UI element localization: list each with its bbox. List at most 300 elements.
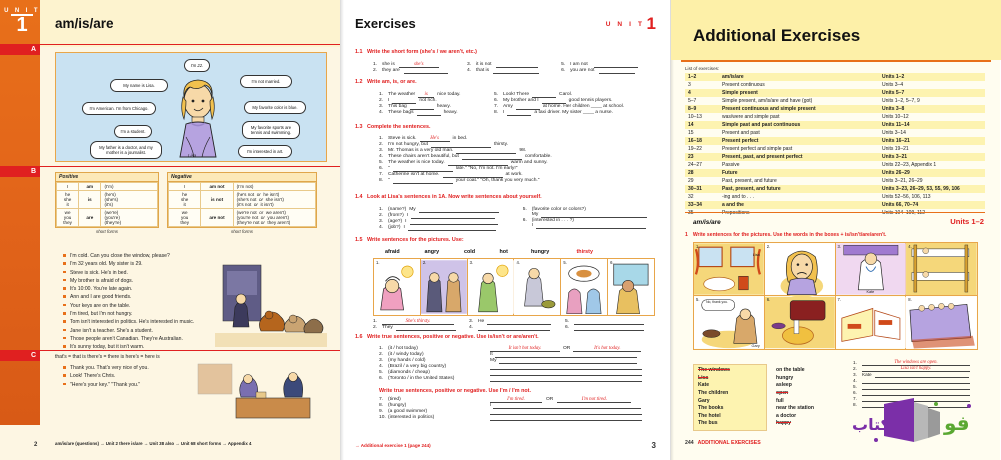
speech-bubble-6: I'm a student. bbox=[114, 125, 152, 138]
item-number: 6. bbox=[379, 166, 384, 171]
list-item: Thank you. That's very nice of you. bbox=[63, 364, 203, 372]
item-number: 3. bbox=[853, 372, 857, 377]
hotel-near-station-drawing bbox=[836, 296, 906, 349]
table-row bbox=[685, 193, 985, 201]
exercise-number: 1.1 bbox=[355, 49, 363, 55]
picture-number: 5. bbox=[563, 260, 567, 265]
list-item: Jane isn't a teacher. She's a student. bbox=[63, 327, 293, 335]
item-number: 5. bbox=[565, 319, 570, 324]
item-number: 9. bbox=[379, 409, 384, 414]
item-number: 4. bbox=[379, 154, 384, 159]
exercise-1-6-items-2 bbox=[355, 397, 657, 421]
item-number: 4. bbox=[467, 68, 472, 73]
additional-exercises-title: Additional Exercises bbox=[693, 26, 861, 45]
item-number: 1. bbox=[853, 360, 857, 365]
item-text: 98. bbox=[519, 148, 527, 153]
hotel-reception-illustration bbox=[190, 358, 327, 420]
picture-grid bbox=[693, 242, 978, 350]
word-bank bbox=[355, 249, 657, 255]
range-cell: 15 bbox=[688, 130, 694, 136]
table-row bbox=[685, 169, 985, 177]
picture-number: 6. bbox=[766, 297, 771, 302]
exercise-1-3-items bbox=[355, 136, 657, 184]
answer-field[interactable] bbox=[393, 178, 453, 184]
word-thirsty: thirsty bbox=[576, 249, 593, 255]
picture-strip-1-5 bbox=[373, 258, 655, 316]
item-start: My bbox=[409, 207, 416, 212]
item-start: It bbox=[490, 352, 493, 357]
picture-number: 4. bbox=[908, 244, 912, 249]
answer-field[interactable]: He's bbox=[420, 136, 450, 142]
speech-bubble-2: I'm 22. bbox=[184, 59, 210, 72]
item-number: 6. bbox=[522, 218, 527, 223]
unit-number: 1 bbox=[646, 14, 656, 33]
page-title: am/is/are bbox=[55, 16, 114, 31]
range-cell: 23 bbox=[685, 153, 719, 161]
word-afraid: afraid bbox=[385, 249, 400, 255]
topic-cell: Simple past and past continuous bbox=[719, 121, 879, 129]
picture-cell-6 bbox=[765, 296, 836, 349]
picture-number: 3. bbox=[469, 260, 474, 265]
item-number: 2. bbox=[379, 213, 384, 218]
picture-cell-7 bbox=[836, 296, 907, 349]
item-number: 1. bbox=[379, 136, 384, 141]
wordbox-item: The books bbox=[698, 405, 724, 412]
lisa-name-caption: Lisa bbox=[188, 153, 197, 158]
item-number: 8. bbox=[494, 110, 499, 115]
answer-field[interactable]: It isn't hot today. bbox=[490, 346, 560, 352]
item-number: 6. bbox=[561, 68, 566, 73]
item-number: 3. bbox=[379, 104, 384, 109]
exercise-1-6-subheading: Write true sentences, positive or negative. Use I'm / I'm not. bbox=[379, 388, 531, 394]
picture-cell bbox=[561, 259, 608, 315]
topic-cell: Present, past, and present perfect bbox=[719, 153, 879, 161]
item-text: heavy. bbox=[436, 104, 451, 109]
table-row bbox=[685, 89, 985, 97]
exercise-1-2 bbox=[355, 70, 657, 116]
topic-cell: Simple present bbox=[719, 89, 879, 97]
section-a-tab: A bbox=[0, 44, 40, 55]
exercise-1-4 bbox=[355, 185, 657, 231]
picture-cell-1 bbox=[694, 243, 765, 296]
wordbox-item: happy bbox=[776, 420, 792, 427]
word-angry: angry bbox=[424, 249, 440, 255]
table-row bbox=[685, 185, 985, 193]
item-text: I am not bbox=[570, 62, 588, 67]
books-on-table-drawing bbox=[765, 296, 835, 349]
units-cell: Units 26–29 bbox=[879, 169, 985, 177]
item-number: 5. bbox=[561, 62, 566, 67]
unit-marker bbox=[606, 14, 656, 34]
item-text: thirsty. bbox=[494, 142, 509, 147]
item-number: 1. bbox=[379, 92, 384, 97]
wordbox-item: The hotel bbox=[698, 412, 721, 419]
answer-field[interactable] bbox=[490, 415, 642, 421]
item-cue: (interested in politics) bbox=[388, 415, 435, 420]
item-text: These chairs aren't beautiful, but bbox=[388, 154, 459, 159]
item-number: 4. bbox=[379, 110, 384, 115]
item-number: 8. bbox=[379, 178, 384, 183]
table-row bbox=[685, 129, 985, 137]
answer-field[interactable]: She's thirsty. bbox=[382, 319, 454, 325]
range-cell: 24–27 bbox=[688, 162, 702, 168]
item-text: good tennis players. bbox=[568, 98, 613, 103]
picture-caption: Gary bbox=[751, 344, 760, 348]
item-cue: (my hands / cold) bbox=[388, 358, 426, 363]
units-cell: Units 22–23, Appendix 1 bbox=[882, 162, 937, 168]
topic-cell: Past, present, and future bbox=[722, 178, 777, 184]
list-item: Those people aren't Canadian. They're Australian. bbox=[63, 335, 293, 343]
wordbox-item: Lisa bbox=[698, 374, 709, 381]
list-item: Tom isn't interested in politics. He's interested in music. bbox=[63, 318, 293, 326]
picture-caption: Kate bbox=[866, 290, 875, 294]
topic-cell: Passive bbox=[722, 162, 740, 168]
item-text: at work. bbox=[505, 172, 523, 177]
topic-cell: Simple present, am/is/are and have (got) bbox=[722, 98, 813, 104]
item-number: 5. bbox=[379, 370, 384, 375]
picture-cell-4 bbox=[906, 243, 977, 296]
negative-table: Negative I am not (I'm not) he she it is not (he's not or he isn't) (she's not or she isn't) (it's not or it isn't) we you they are not (we're not or we aren't) (you're not or you aren't) (they're not or they aren't) bbox=[167, 172, 317, 228]
section-b-rule bbox=[40, 166, 340, 167]
exercise-1-6 bbox=[355, 325, 657, 421]
item-number: 2. bbox=[379, 352, 384, 357]
speech-bubble-8: My father is a doctor, and my mother is a journalist. bbox=[90, 141, 162, 159]
item-number: 1. bbox=[379, 207, 384, 212]
range-cell: 4 bbox=[685, 89, 719, 97]
item-cue: (age?) bbox=[388, 219, 403, 224]
range-cell: 1–2 bbox=[685, 73, 719, 81]
wordbox-item: The bus bbox=[698, 420, 718, 427]
topic-cell: am/is/are bbox=[719, 73, 879, 81]
answer-field[interactable]: she's bbox=[399, 62, 439, 68]
wordbox-item: asleep bbox=[776, 382, 792, 389]
table-row bbox=[685, 113, 985, 121]
table-row bbox=[685, 97, 985, 105]
item-cue: (diamonds / cheap) bbox=[388, 370, 430, 375]
list-of-exercises-label: List of exercises: bbox=[685, 66, 720, 71]
or-label: OR bbox=[563, 346, 571, 351]
topic-cell: Present perfect and simple past bbox=[722, 146, 793, 152]
positive-caption: Positive bbox=[56, 173, 158, 182]
speech-bubble-1: My name is Lisa. bbox=[110, 79, 168, 92]
units-cell: Units 5–7 bbox=[879, 89, 985, 97]
wordbox-item: The windows bbox=[698, 367, 730, 373]
section-c-rule bbox=[40, 350, 340, 351]
street-scene-illustration bbox=[215, 255, 327, 347]
answer-field[interactable]: I'm tired. bbox=[490, 397, 542, 403]
header-divider bbox=[681, 60, 991, 62]
word-cold: cold bbox=[464, 249, 476, 255]
exercise-instruction: Write am, is, or are. bbox=[366, 79, 417, 85]
item-text: These bags bbox=[388, 110, 414, 115]
topic-cell: Future bbox=[719, 169, 879, 177]
range-cell: 16–18 bbox=[685, 137, 719, 145]
item-text: comfortable. bbox=[524, 154, 552, 159]
topic-cell: Present perfect bbox=[719, 137, 879, 145]
item-text: nice today. bbox=[437, 92, 461, 97]
unhappy-lisa-drawing bbox=[765, 243, 835, 295]
item-number: 3. bbox=[467, 62, 472, 67]
range-cell: 8–9 bbox=[685, 105, 719, 113]
topic-cell: Present continuous and simple present bbox=[719, 105, 879, 113]
topic-cell: a and the bbox=[719, 201, 879, 209]
exercise-instruction: Write sentences for the pictures. Use: bbox=[366, 237, 464, 243]
wordbox-item: Gary bbox=[698, 397, 710, 404]
topic-cell: Past, present, and future bbox=[719, 185, 879, 193]
answer-field-alt[interactable]: I'm not tired. bbox=[557, 397, 631, 403]
item-cue: (name?) bbox=[388, 207, 407, 212]
range-cell: 3 bbox=[688, 82, 691, 88]
afraid-man-mouse-drawing bbox=[514, 259, 560, 315]
list-item: Steve is sick. He's in bed. bbox=[63, 269, 293, 277]
speech-bubble-no-thank-you: No, thank you. bbox=[706, 300, 728, 304]
question-1-instruction bbox=[685, 232, 886, 238]
unit-word-label: U N I T bbox=[605, 20, 645, 28]
item-number: 2. bbox=[379, 98, 384, 103]
item-number: 1. bbox=[373, 62, 378, 67]
right-page-number: 244 bbox=[685, 440, 694, 446]
picture-cell bbox=[608, 259, 654, 315]
wordbox-subjects bbox=[693, 364, 767, 431]
item-text: at home. Her children ____ at school. bbox=[542, 104, 625, 109]
item-text: your coat." "Oh, thank you very much." bbox=[455, 178, 540, 183]
item-text: The weather is nice today. bbox=[388, 160, 445, 165]
item-text: Steve is sick. bbox=[388, 136, 417, 141]
units-cell: Units 10–12 bbox=[882, 114, 909, 120]
section-subheading: am/is/are bbox=[693, 219, 721, 226]
wordbox-item: on the table bbox=[776, 367, 805, 373]
item-cue: (a good swimmer) bbox=[388, 409, 428, 414]
wordbox-item: a doctor bbox=[776, 412, 797, 419]
list-item: It's 10:00. You're late again. bbox=[63, 285, 293, 293]
section-b-tab: B bbox=[0, 166, 40, 177]
table-row bbox=[685, 201, 985, 209]
item-number: 6. bbox=[379, 376, 384, 381]
table-row bbox=[685, 73, 985, 81]
item-cue: (favorite color or colors?) bbox=[531, 207, 586, 212]
range-cell: 32 bbox=[688, 194, 694, 200]
full-bus-drawing bbox=[906, 296, 977, 349]
item-text: Catherine isn't at home. bbox=[388, 172, 440, 177]
angry-couple-drawing bbox=[421, 259, 467, 315]
item-cue: (it / windy today) bbox=[388, 352, 424, 357]
item-text: heavy. bbox=[443, 110, 458, 115]
range-cell: 5–7 bbox=[688, 98, 697, 104]
middle-page-footer: → Additional exercise 1 (page 244) bbox=[355, 443, 431, 448]
units-cell: Units 1–2 bbox=[879, 73, 985, 81]
item-number: 2. bbox=[373, 325, 378, 330]
exercise-1-6-items bbox=[355, 346, 657, 382]
item-text: they are bbox=[382, 68, 400, 73]
item-number: 6. bbox=[565, 325, 570, 330]
left-page bbox=[0, 0, 340, 460]
publisher-watermark-logo bbox=[836, 396, 996, 454]
list-item: Look! There's Chris. bbox=[63, 372, 203, 380]
item-start: He bbox=[478, 319, 485, 324]
item-number: 2. bbox=[379, 142, 384, 147]
short-forms-label-left: short forms bbox=[96, 229, 118, 234]
answer-field[interactable]: is bbox=[418, 92, 434, 98]
item-cue: (Brazil / a very big country) bbox=[388, 364, 447, 369]
exercises-title: Exercises bbox=[355, 16, 416, 31]
section-a-rule bbox=[40, 44, 340, 45]
range-cell: 29 bbox=[688, 178, 694, 184]
word-hot: hot bbox=[499, 249, 508, 255]
item-start: My bbox=[490, 358, 497, 363]
units-cell: Units 66, 70–74 bbox=[879, 201, 985, 209]
item-start: I bbox=[490, 403, 492, 408]
picture-number: 1. bbox=[376, 260, 380, 265]
item-number: 2. bbox=[373, 68, 378, 73]
footer-label: ADDITIONAL EXERCISES bbox=[697, 440, 761, 446]
table-row bbox=[685, 161, 985, 169]
positive-table: Positive I am (I'm) he she it is (he's) (she's) (it's) we you they are (we're) (you're) (they're) bbox=[55, 172, 159, 228]
item-number: 3. bbox=[469, 319, 474, 324]
speech-bubble-9: I'm interested in art. bbox=[238, 145, 292, 158]
item-text: not rich. bbox=[419, 98, 437, 103]
item-number: 7. bbox=[494, 104, 499, 109]
answer-field[interactable]: The windows are open. bbox=[862, 360, 970, 366]
wordbox-item: The children bbox=[698, 389, 729, 396]
units-cell: Units 11–14 bbox=[879, 121, 985, 129]
units-cell: Units 19–21 bbox=[882, 146, 909, 152]
item-number: 1. bbox=[373, 319, 378, 324]
table-row bbox=[685, 121, 985, 129]
page-gutter-shadow bbox=[671, 0, 674, 460]
item-number: 6. bbox=[494, 98, 499, 103]
item-start: Kate bbox=[862, 372, 872, 377]
exercise-number: 1.3 bbox=[355, 124, 363, 130]
units-cell: Units 3–21 bbox=[879, 153, 985, 161]
list-item: Ann and I are good friends. bbox=[63, 293, 293, 301]
speech-bubble-7: My favorite sports are tennis and swimming. bbox=[242, 121, 300, 139]
question-text: Write sentences for the pictures. Use the words in the boxes + is/isn't/are/aren't. bbox=[692, 232, 887, 238]
item-number: 8. bbox=[853, 402, 857, 407]
exercise-1-5 bbox=[355, 228, 657, 331]
item-cue: (tired) bbox=[388, 397, 401, 402]
hot-man-drawing bbox=[468, 259, 514, 315]
item-cue: (it / hot today) bbox=[388, 346, 418, 351]
picture-number: 2. bbox=[766, 244, 771, 249]
exercise-instruction: Write the short form (she's / we aren't, etc.) bbox=[366, 49, 477, 55]
thirsty-woman-drawing bbox=[374, 259, 420, 315]
range-cell: 33–34 bbox=[685, 201, 719, 209]
hungry-children-drawing bbox=[561, 259, 607, 315]
item-text: " bbox=[388, 166, 390, 171]
wordbox-item: near the station bbox=[776, 405, 814, 412]
table-row bbox=[685, 81, 985, 89]
item-cue: (from?) bbox=[388, 213, 404, 218]
item-number: 6. bbox=[853, 390, 857, 395]
item-start: I bbox=[406, 213, 409, 218]
table-row bbox=[685, 137, 985, 145]
item-text: she is bbox=[382, 62, 395, 67]
exercise-1-1 bbox=[355, 40, 657, 74]
list-item: Your keys are on the table. bbox=[63, 302, 293, 310]
section-divider bbox=[685, 212, 985, 213]
item-text: it is not bbox=[476, 62, 492, 67]
item-number: 7. bbox=[379, 397, 384, 402]
item-text: I bbox=[503, 110, 505, 115]
wordbox-item: open bbox=[776, 389, 789, 396]
exercise-number: 1.6 bbox=[355, 334, 363, 340]
list-item: I'm 32 years old. My sister is 29. bbox=[63, 260, 293, 268]
section-c-heading: that's = that is there's = there is here's = here is bbox=[55, 354, 160, 360]
item-number: 7. bbox=[853, 396, 857, 401]
answer-field[interactable]: Lisa isn't happy. bbox=[862, 366, 970, 372]
picture-cell-5 bbox=[694, 296, 765, 349]
item-start: I bbox=[531, 223, 534, 228]
picture-cell bbox=[514, 259, 561, 315]
item-text: Amy bbox=[503, 104, 513, 109]
item-text: " bbox=[388, 178, 390, 183]
item-text: a taxi driver. My sister ____ a nurse. bbox=[534, 110, 613, 115]
picture-cell-3 bbox=[836, 243, 907, 296]
answer-field-alt[interactable]: It's hot today. bbox=[573, 346, 641, 352]
wordbox-item: hungry bbox=[776, 374, 794, 381]
item-number: 4. bbox=[853, 378, 857, 383]
item-text: This bag bbox=[388, 104, 407, 109]
item-number: 5. bbox=[494, 92, 499, 97]
picture-number: 1. bbox=[696, 244, 700, 249]
units-cell: Units 3–4 bbox=[882, 82, 904, 88]
range-cell: 19–22 bbox=[688, 146, 702, 152]
exercise-instruction: Look at Lisa's sentences in 1A. Now write sentences about yourself. bbox=[366, 194, 542, 200]
picture-cell bbox=[374, 259, 421, 315]
picture-cell-2 bbox=[752, 243, 836, 296]
item-text: Mr. Thomas is a very old man. bbox=[388, 148, 454, 153]
item-text: Carol. bbox=[559, 92, 573, 97]
table-row bbox=[685, 177, 985, 185]
exercise-instruction: Write true sentences, positive or negative. Use is/isn't or are/aren't. bbox=[366, 334, 539, 340]
exercise-index-table bbox=[685, 73, 985, 217]
item-text: I bbox=[388, 98, 390, 103]
list-item: "Here's your key." "Thank you." bbox=[63, 381, 203, 389]
section-c-tab: C bbox=[0, 350, 40, 361]
left-orange-sidebar bbox=[0, 0, 40, 425]
speech-bubble-4: I'm American. I'm from Chicago. bbox=[82, 102, 156, 115]
middle-page bbox=[340, 0, 670, 460]
middle-page-number: 3 bbox=[651, 441, 656, 450]
range-cell: 28 bbox=[685, 169, 719, 177]
range-cell: 10–13 bbox=[688, 114, 702, 120]
item-start: I bbox=[405, 219, 407, 224]
item-cue: (job?) bbox=[388, 225, 401, 230]
left-page-number: 2 bbox=[34, 442, 38, 448]
question-number: 1 bbox=[685, 232, 688, 238]
svg-text:فو: فو bbox=[944, 411, 970, 435]
short-forms-label-right: short forms bbox=[231, 229, 253, 234]
picture-caption: Lisa bbox=[752, 253, 760, 257]
answer-field[interactable] bbox=[490, 376, 642, 382]
unit-number: 1 bbox=[16, 13, 28, 36]
item-number: 4. bbox=[379, 364, 384, 369]
list-item: I'm cold. Can you close the window, please? bbox=[63, 252, 293, 260]
item-text: My brother and I bbox=[503, 98, 539, 103]
units-cell: Units 16–21 bbox=[879, 137, 985, 145]
list-item: My brother is afraid of dogs. bbox=[63, 277, 293, 285]
item-cue: (hungry) bbox=[388, 403, 407, 408]
range-cell: 30–31 bbox=[685, 185, 719, 193]
item-number: 5. bbox=[379, 160, 384, 165]
item-cue: (Toronto / in the United States) bbox=[388, 376, 455, 381]
item-text: you are not bbox=[570, 68, 595, 73]
section-a-illustration bbox=[55, 52, 327, 162]
negative-caption: Negative bbox=[168, 173, 316, 182]
item-text: I'm not hungry, but bbox=[388, 142, 428, 147]
picture-number: 2. bbox=[422, 260, 427, 265]
units-cell: Units 3–14 bbox=[882, 130, 906, 136]
